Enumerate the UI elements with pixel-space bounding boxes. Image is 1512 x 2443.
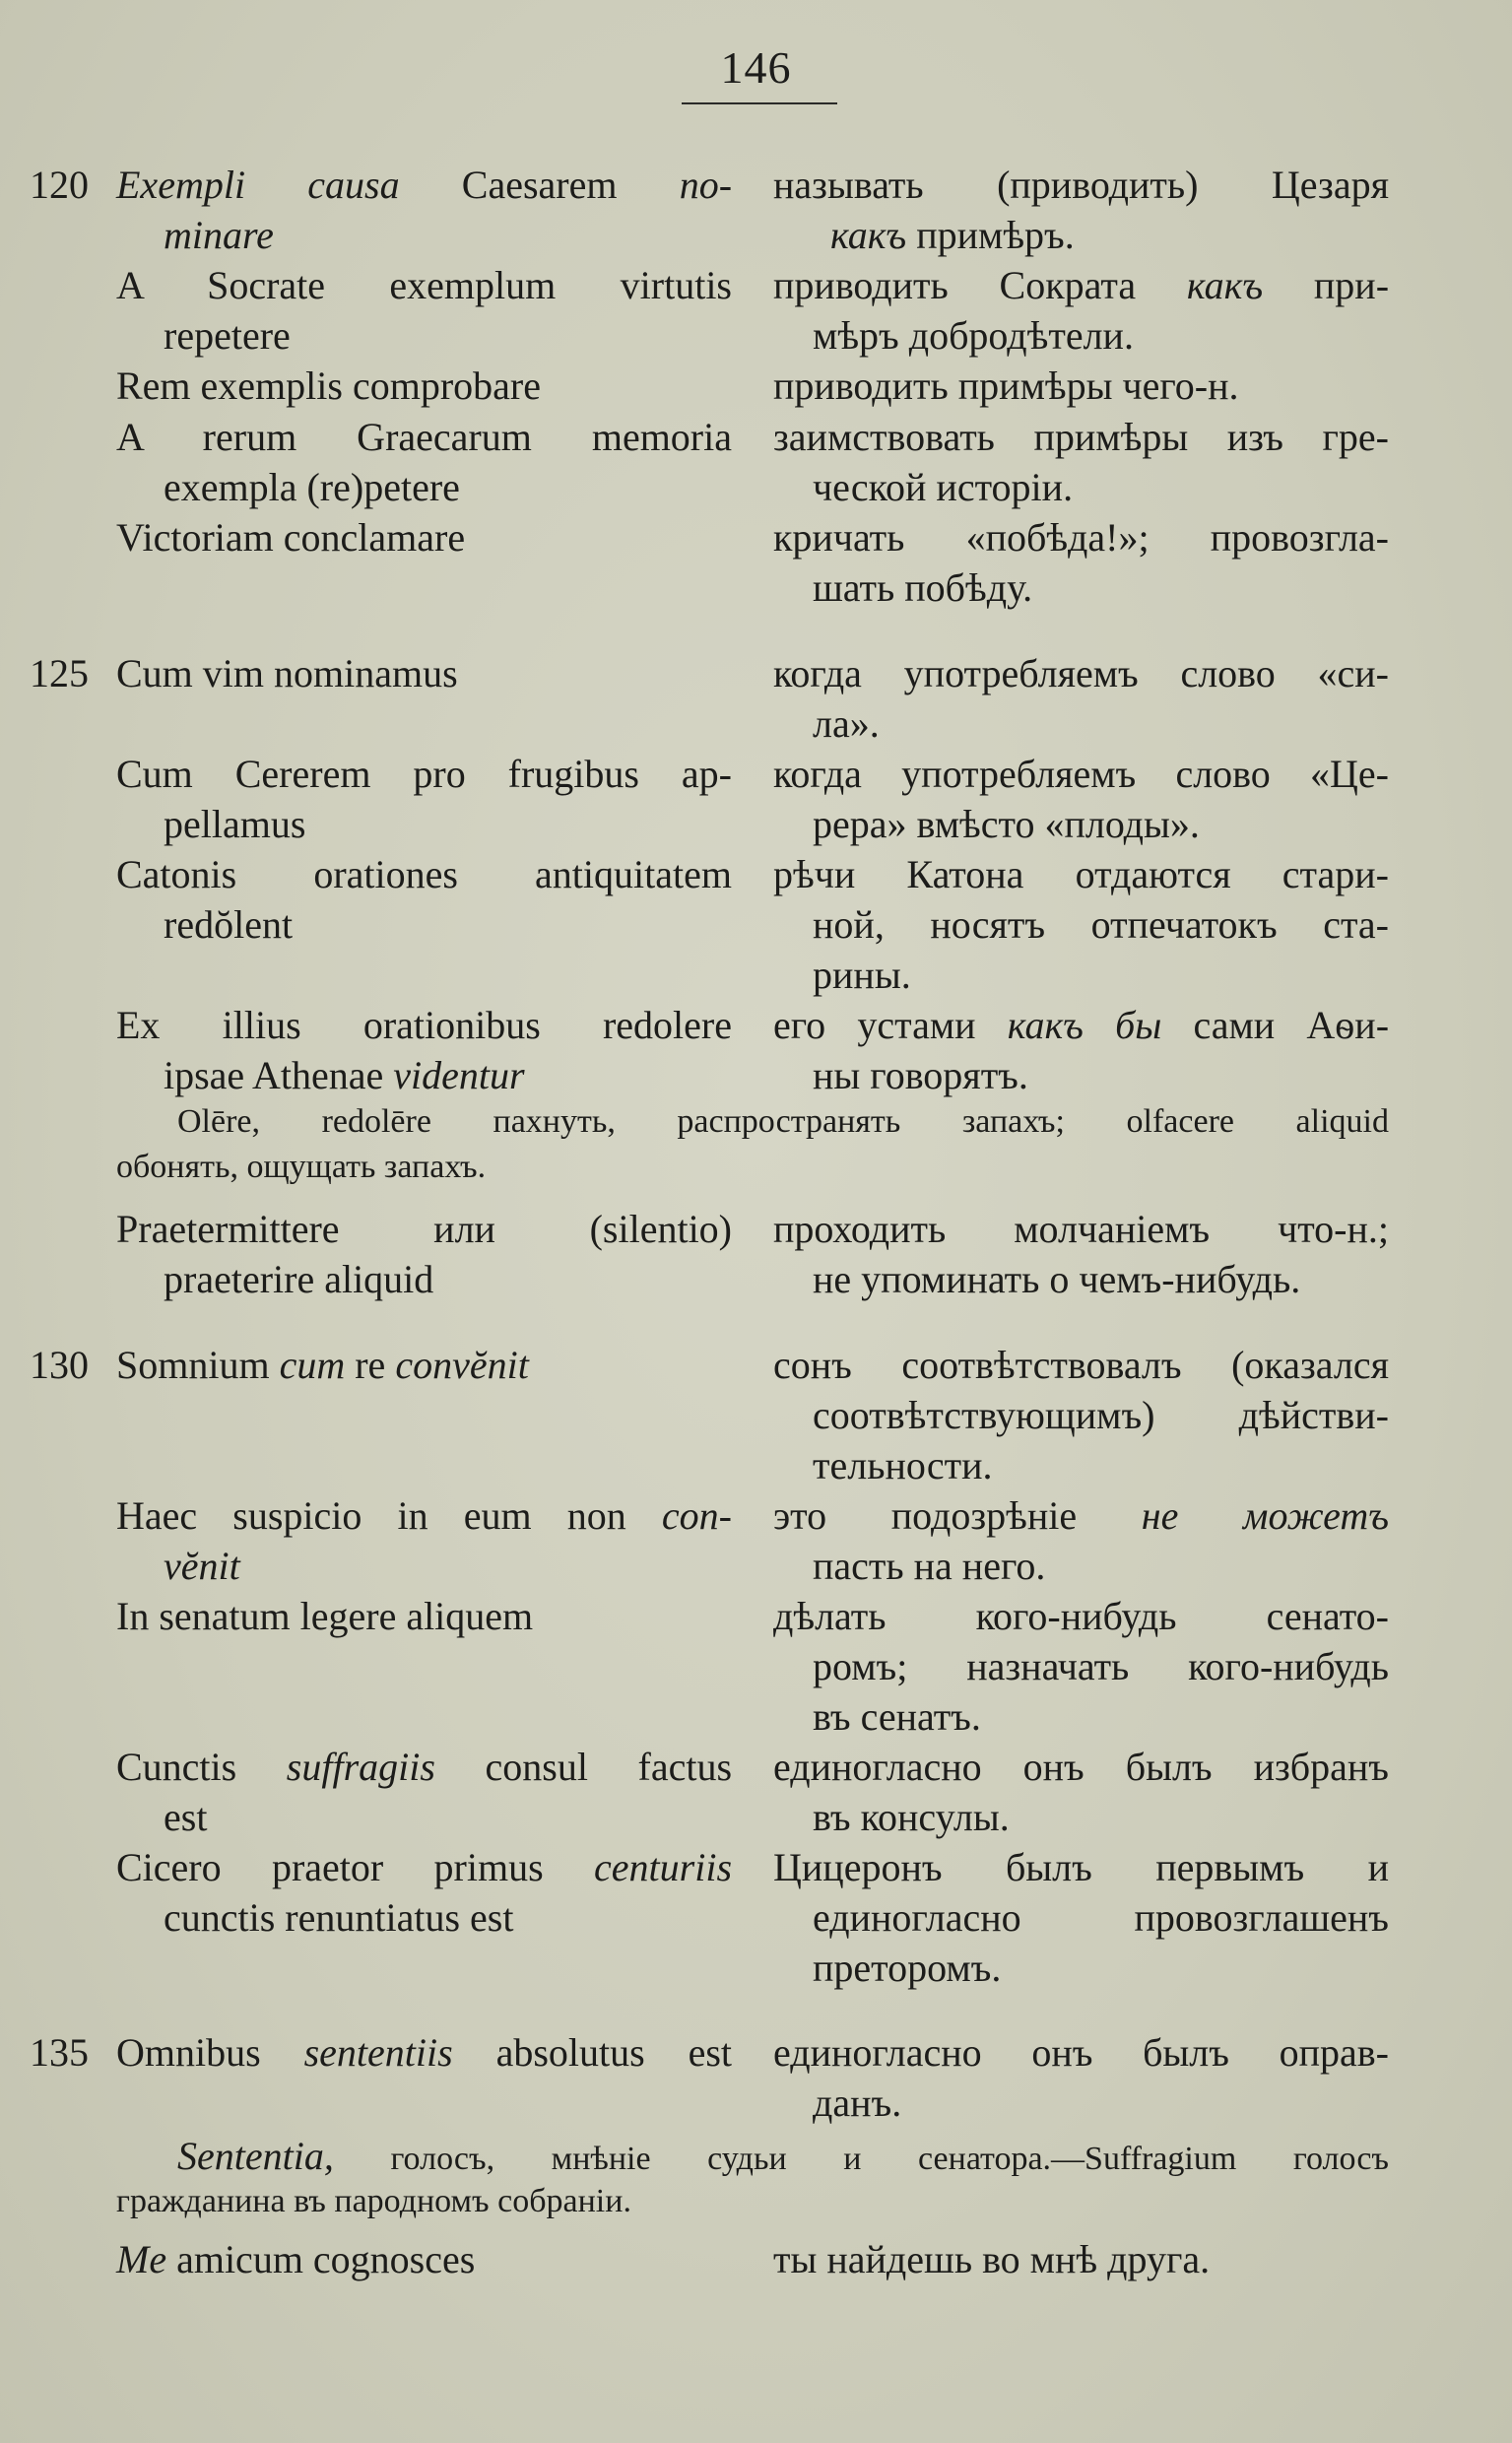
explanatory-note: Olēre, redolēre пахнуть, распространять запахъ; olfacere aliquid	[177, 1103, 1389, 1140]
latin-text: Somnium	[116, 1343, 270, 1387]
russian-translation-cont: ла».	[813, 701, 880, 746]
russian-translation: единогласно онъ былъ избранъ	[773, 1745, 1389, 1789]
latin-italic: centuriis	[594, 1845, 733, 1889]
latin-italic: con-	[661, 1493, 732, 1538]
latin-phrase: Cum vim nominamus	[116, 651, 458, 695]
latin-phrase-cont: est	[164, 1795, 208, 1839]
russian-translation-cont: единогласно провозглашенъ	[813, 1895, 1389, 1940]
russian-translation-cont: преторомъ.	[813, 1946, 1002, 1990]
latin-text: Omnibus	[116, 2030, 261, 2075]
russian-translation: когда употребляемъ слово «Це-	[773, 752, 1389, 796]
russian-translation-cont: данъ.	[813, 2080, 902, 2125]
russian-translation-cont: въ сенатъ.	[813, 1694, 981, 1739]
russian-translation: рѣчи Катона отдаются стари-	[773, 852, 1389, 896]
latin-phrase	[116, 160, 732, 210]
latin-phrase	[116, 2027, 732, 2078]
russian-translation	[773, 260, 1389, 310]
latin-text: re	[355, 1343, 386, 1387]
russian-italic: не можетъ	[1141, 1493, 1389, 1538]
russian-translation-cont: ной, носятъ отпечатокъ ста-	[813, 902, 1389, 947]
line-number: 130	[30, 1343, 89, 1387]
russian-translation: проходить молчаніемъ что-н.;	[773, 1207, 1389, 1251]
russian-translation-cont: ны говорятъ.	[813, 1053, 1028, 1097]
explanatory-note	[177, 2134, 1389, 2182]
russian-translation: дѣлать кого-нибудь сенато-	[773, 1594, 1389, 1638]
russian-translation-cont: тельности.	[813, 1443, 993, 1487]
russian-text: его устами	[773, 1003, 976, 1047]
russian-translation: заимствовать примѣры изъ гре-	[773, 415, 1389, 459]
latin-italic: convĕnit	[395, 1343, 529, 1387]
russian-translation-cont: не упоминать о чемъ-нибудь.	[813, 1257, 1301, 1301]
russian-text: сами Аѳи-	[1193, 1003, 1390, 1047]
latin-phrase: In senatum legere aliquem	[116, 1594, 534, 1638]
note-italic: Sententia,	[177, 2134, 334, 2178]
russian-translation	[773, 1000, 1389, 1050]
russian-text: при-	[1313, 263, 1390, 307]
russian-translation: единогласно онъ былъ оправ-	[773, 2030, 1389, 2075]
russian-text: примѣръ.	[916, 213, 1075, 257]
line-number: 125	[30, 651, 89, 695]
latin-phrase-cont	[116, 1541, 779, 1591]
russian-translation: когда употребляемъ слово «си-	[773, 651, 1389, 695]
latin-phrase	[116, 1340, 732, 1390]
russian-text: приводить Сократа	[773, 263, 1137, 307]
latin-italic: cum	[279, 1343, 346, 1387]
latin-italic: videntur	[393, 1053, 525, 1097]
latin-phrase-cont: pellamus	[164, 802, 306, 846]
latin-phrase: Ex illius orationibus redolere	[116, 1003, 732, 1047]
latin-italic: suffragiis	[286, 1745, 435, 1789]
explanatory-note-cont: обонять, ощущать запахъ.	[116, 1149, 487, 1185]
latin-phrase: Rem exemplis comprobare	[116, 363, 541, 408]
latin-text: Caesarem	[461, 163, 618, 207]
russian-translation-cont: ческой исторіи.	[813, 465, 1074, 509]
latin-phrase-cont: repetere	[164, 313, 291, 358]
russian-translation: называть (приводить) Цезаря	[773, 163, 1389, 207]
russian-translation: Цицеронъ былъ первымъ и	[773, 1845, 1389, 1889]
russian-italic: какъ бы	[1007, 1003, 1162, 1047]
latin-phrase: Praetermittere или (silentio)	[116, 1207, 732, 1251]
russian-text: это подозрѣніе	[773, 1493, 1078, 1538]
latin-phrase-cont: exempla (re)petere	[164, 465, 460, 509]
latin-text: consul factus	[485, 1745, 733, 1789]
latin-phrase	[116, 1842, 732, 1892]
latin-phrase-cont: cunctis renuntiatus est	[164, 1895, 514, 1940]
latin-phrase: Victoriam conclamare	[116, 515, 466, 560]
russian-translation-cont: въ консулы.	[813, 1795, 1010, 1839]
russian-translation-cont	[773, 210, 1446, 260]
russian-translation: приводить примѣры чего-н.	[773, 363, 1239, 408]
line-number: 120	[30, 163, 89, 207]
russian-translation-cont: пасть на него.	[813, 1544, 1046, 1588]
latin-text: Cunctis	[116, 1745, 237, 1789]
latin-text: ipsae Athenae	[164, 1053, 384, 1097]
latin-text: Haec suspicio in eum non	[116, 1493, 626, 1538]
latin-italic: sententiis	[303, 2030, 453, 2075]
header-rule	[682, 102, 837, 104]
latin-italic: no-	[679, 163, 733, 207]
latin-phrase: A rerum Graecarum memoria	[116, 415, 732, 459]
latin-text: amicum cognosces	[176, 2237, 476, 2281]
russian-translation-cont: рины.	[813, 953, 911, 997]
russian-italic: какъ	[830, 213, 907, 257]
explanatory-note-cont: гражданина въ пародномъ собраніи.	[116, 2183, 631, 2219]
latin-italic: Exempli causa	[116, 163, 400, 207]
latin-phrase: A Socrate exemplum virtutis	[116, 263, 732, 307]
note-text: голосъ, мнѣніе судьи и сенатора.—Suffragium голосъ	[390, 2141, 1390, 2177]
latin-phrase: Catonis orationes antiquitatem	[116, 852, 732, 896]
latin-italic: minare	[164, 213, 274, 257]
latin-phrase: Cum Cererem pro frugibus ap-	[116, 752, 732, 796]
latin-phrase-cont	[116, 210, 779, 260]
line-number: 135	[30, 2030, 89, 2075]
latin-text: Cicero praetor primus	[116, 1845, 544, 1889]
russian-translation	[773, 1490, 1389, 1541]
latin-phrase	[116, 1490, 732, 1541]
russian-translation-cont: рера» вмѣсто «плоды».	[813, 802, 1200, 846]
russian-translation-cont: шать побѣду.	[813, 565, 1033, 610]
latin-italic: vĕnit	[164, 1544, 240, 1588]
latin-phrase-cont	[116, 1050, 779, 1100]
latin-phrase	[116, 2234, 732, 2284]
russian-translation: ты найдешь во мнѣ друга.	[773, 2237, 1211, 2281]
latin-italic: Me	[116, 2237, 167, 2281]
latin-phrase	[116, 1742, 732, 1792]
russian-translation-cont: ромъ; назначать кого-нибудь	[813, 1644, 1389, 1688]
russian-translation-cont: мѣръ добродѣтели.	[813, 313, 1134, 358]
latin-phrase-cont: redŏlent	[164, 902, 294, 947]
russian-translation: сонъ соотвѣтствовалъ (оказался	[773, 1343, 1389, 1387]
russian-translation: кричать «побѣда!»; провозгла-	[773, 515, 1389, 560]
page-number: 146	[720, 42, 792, 93]
latin-phrase-cont: praeterire aliquid	[164, 1257, 434, 1301]
russian-italic: какъ	[1186, 263, 1264, 307]
latin-text: absolutus est	[495, 2030, 732, 2075]
russian-translation-cont: соотвѣтствующимъ) дѣйстви-	[813, 1393, 1389, 1437]
